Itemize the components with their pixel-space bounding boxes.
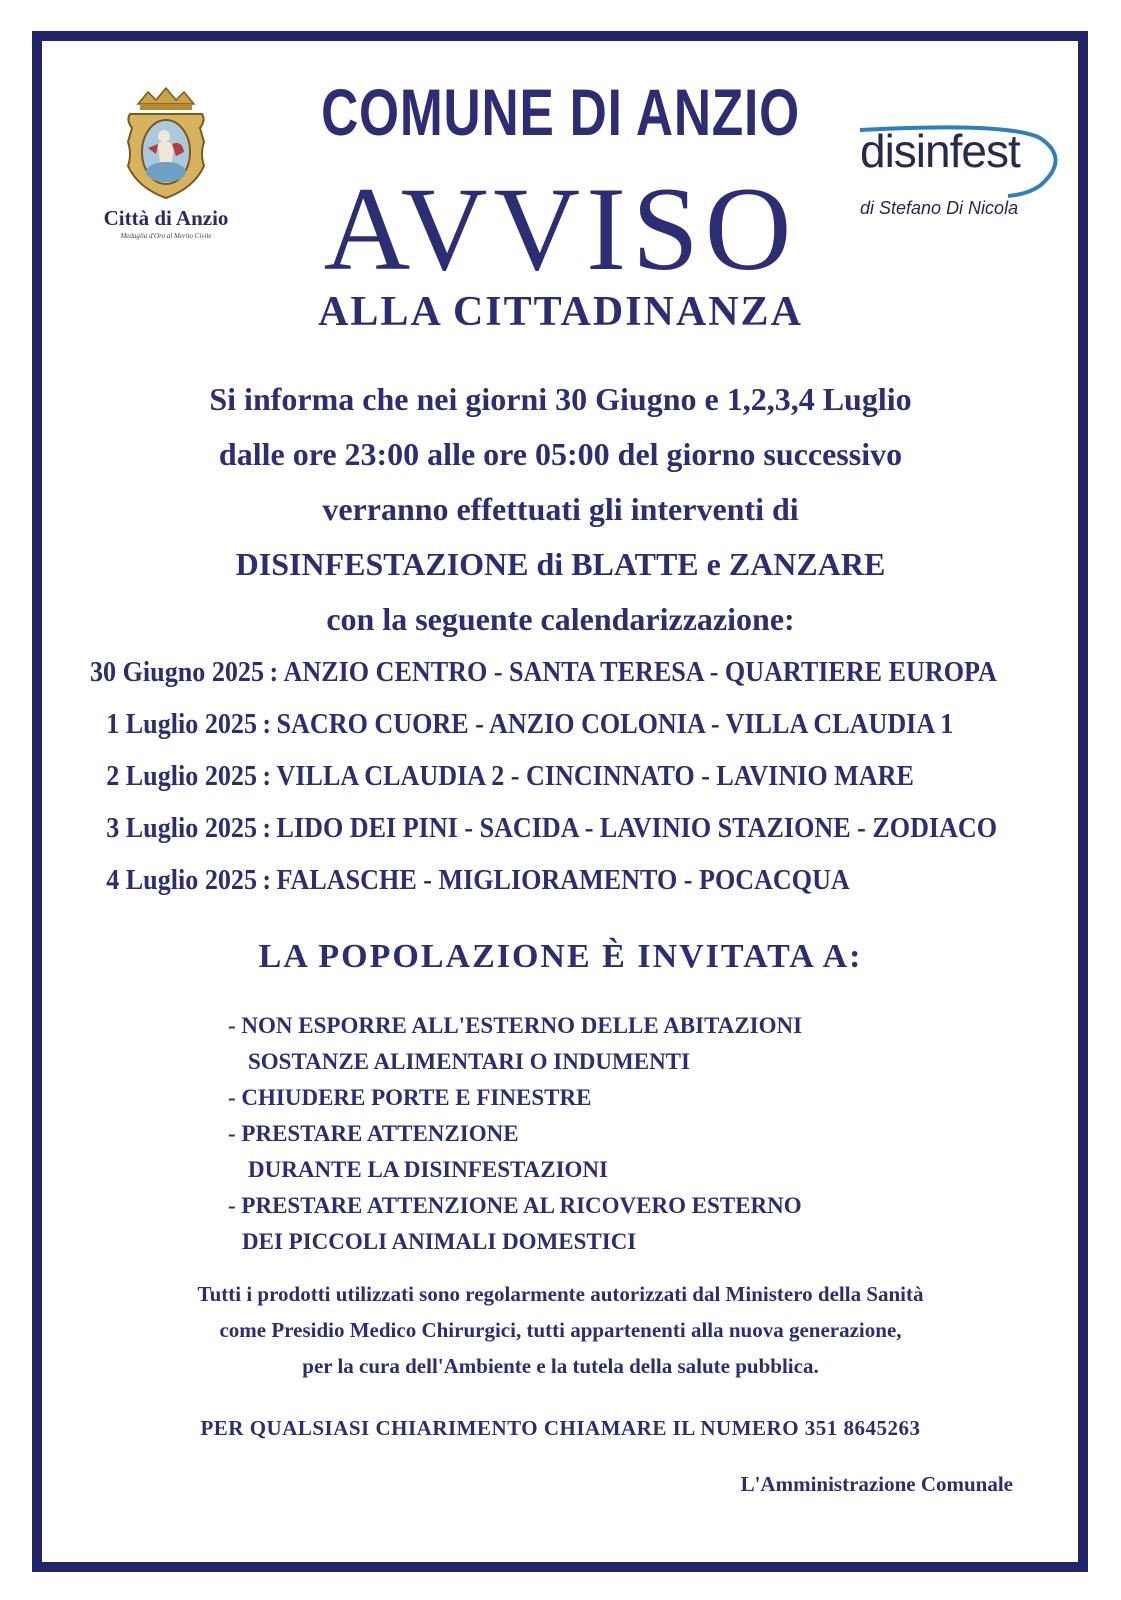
rule-line-continued: DURANTE LA DISINFESTAZIONI xyxy=(248,1157,608,1182)
schedule-separator: : xyxy=(262,708,272,740)
schedule-row xyxy=(90,854,936,906)
schedule-separator: : xyxy=(262,812,272,844)
schedule-areas: SACRO CUORE - ANZIO COLONIA - VILLA CLAUDIA 1 xyxy=(276,708,954,740)
rule-item xyxy=(228,1008,928,1080)
schedule-row xyxy=(90,698,954,750)
rule-line: - NON ESPORRE ALL'ESTERNO DELLE ABITAZIONI xyxy=(228,1013,803,1038)
disinfest-logo-subtitle: di Stefano Di Nicola xyxy=(860,198,1019,218)
rule-item xyxy=(228,1080,928,1116)
schedule-row xyxy=(90,802,998,854)
cittadinanza-subtitle: ALLA CITTADINANZA xyxy=(318,289,803,335)
signature: L'Amministrazione Comunale xyxy=(740,1472,1013,1496)
schedule-date: 3 Luglio 2025 xyxy=(106,812,258,844)
schedule-separator: : xyxy=(262,864,272,896)
schedule-areas: FALASCHE - MIGLIORAMENTO - POCACQUA xyxy=(276,864,850,896)
rule-item xyxy=(228,1188,928,1260)
schedule-row xyxy=(90,750,936,802)
intro-line: dalle ore 23:00 alle ore 05:00 del giorno successivo xyxy=(218,436,903,472)
schedule-date: 4 Luglio 2025 xyxy=(106,864,258,896)
products-note xyxy=(0,1276,1121,1384)
rule-line: - PRESTARE ATTENZIONE AL RICOVERO ESTERNO xyxy=(228,1193,802,1218)
products-line: per la cura dell'Ambiente e la tutela della salute pubblica. xyxy=(302,1354,819,1378)
rule-line-continued: SOSTANZE ALIMENTARI O INDUMENTI xyxy=(248,1049,690,1074)
schedule-separator: : xyxy=(262,760,272,792)
schedule-areas: ANZIO CENTRO - SANTA TERESA - QUARTIERE EUROPA xyxy=(283,656,997,688)
products-line: Tutti i prodotti utilizzati sono regolarmente autorizzati dal Ministero della Sanità xyxy=(197,1282,924,1306)
intro-line: con la seguente calendarizzazione: xyxy=(326,601,795,637)
crest-motto: Medaglia d'Oro al Merito Civile xyxy=(120,232,212,240)
schedule-row xyxy=(90,646,997,698)
intro-line: Si informa che nei giorni 30 Giugno e 1,2,3,4 Luglio xyxy=(209,381,912,417)
intro-paragraph xyxy=(0,372,1121,647)
schedule-list xyxy=(90,646,1030,906)
schedule-separator: : xyxy=(269,656,279,688)
rule-line-continued: DEI PICCOLI ANIMALI DOMESTICI xyxy=(242,1229,637,1254)
intro-line: DISINFESTAZIONE di BLATTE e ZANZARE xyxy=(235,546,886,582)
rules-list xyxy=(228,1008,928,1260)
schedule-date: 2 Luglio 2025 xyxy=(106,760,258,792)
rule-line: - PRESTARE ATTENZIONE xyxy=(228,1121,519,1146)
avviso-title: AVVISO xyxy=(323,162,798,295)
products-line: come Presidio Medico Chirurgici, tutti appartenenti alla nuova generazione, xyxy=(219,1318,902,1342)
disinfest-logo-name: disinfest xyxy=(860,125,1020,177)
schedule-areas: LIDO DEI PINI - SACIDA - LAVINIO STAZIONE - ZODIACO xyxy=(276,812,998,844)
contact-line: PER QUALSIASI CHIARIMENTO CHIAMARE IL NUMERO 351 8645263 xyxy=(200,1416,921,1440)
schedule-date: 1 Luglio 2025 xyxy=(106,708,258,740)
schedule-date: 30 Giugno 2025 xyxy=(90,656,265,688)
rule-item xyxy=(228,1116,928,1188)
rule-line: - CHIUDERE PORTE E FINESTRE xyxy=(228,1085,592,1110)
schedule-areas: VILLA CLAUDIA 2 - CINCINNATO - LAVINIO MARE xyxy=(276,760,914,792)
crest-city-name: Città di Anzio xyxy=(103,206,229,230)
invite-heading: LA POPOLAZIONE È INVITATA A: xyxy=(258,938,863,975)
intro-line: verranno effettuati gli interventi di xyxy=(322,491,799,527)
comune-title: COMUNE DI ANZIO xyxy=(321,75,800,149)
